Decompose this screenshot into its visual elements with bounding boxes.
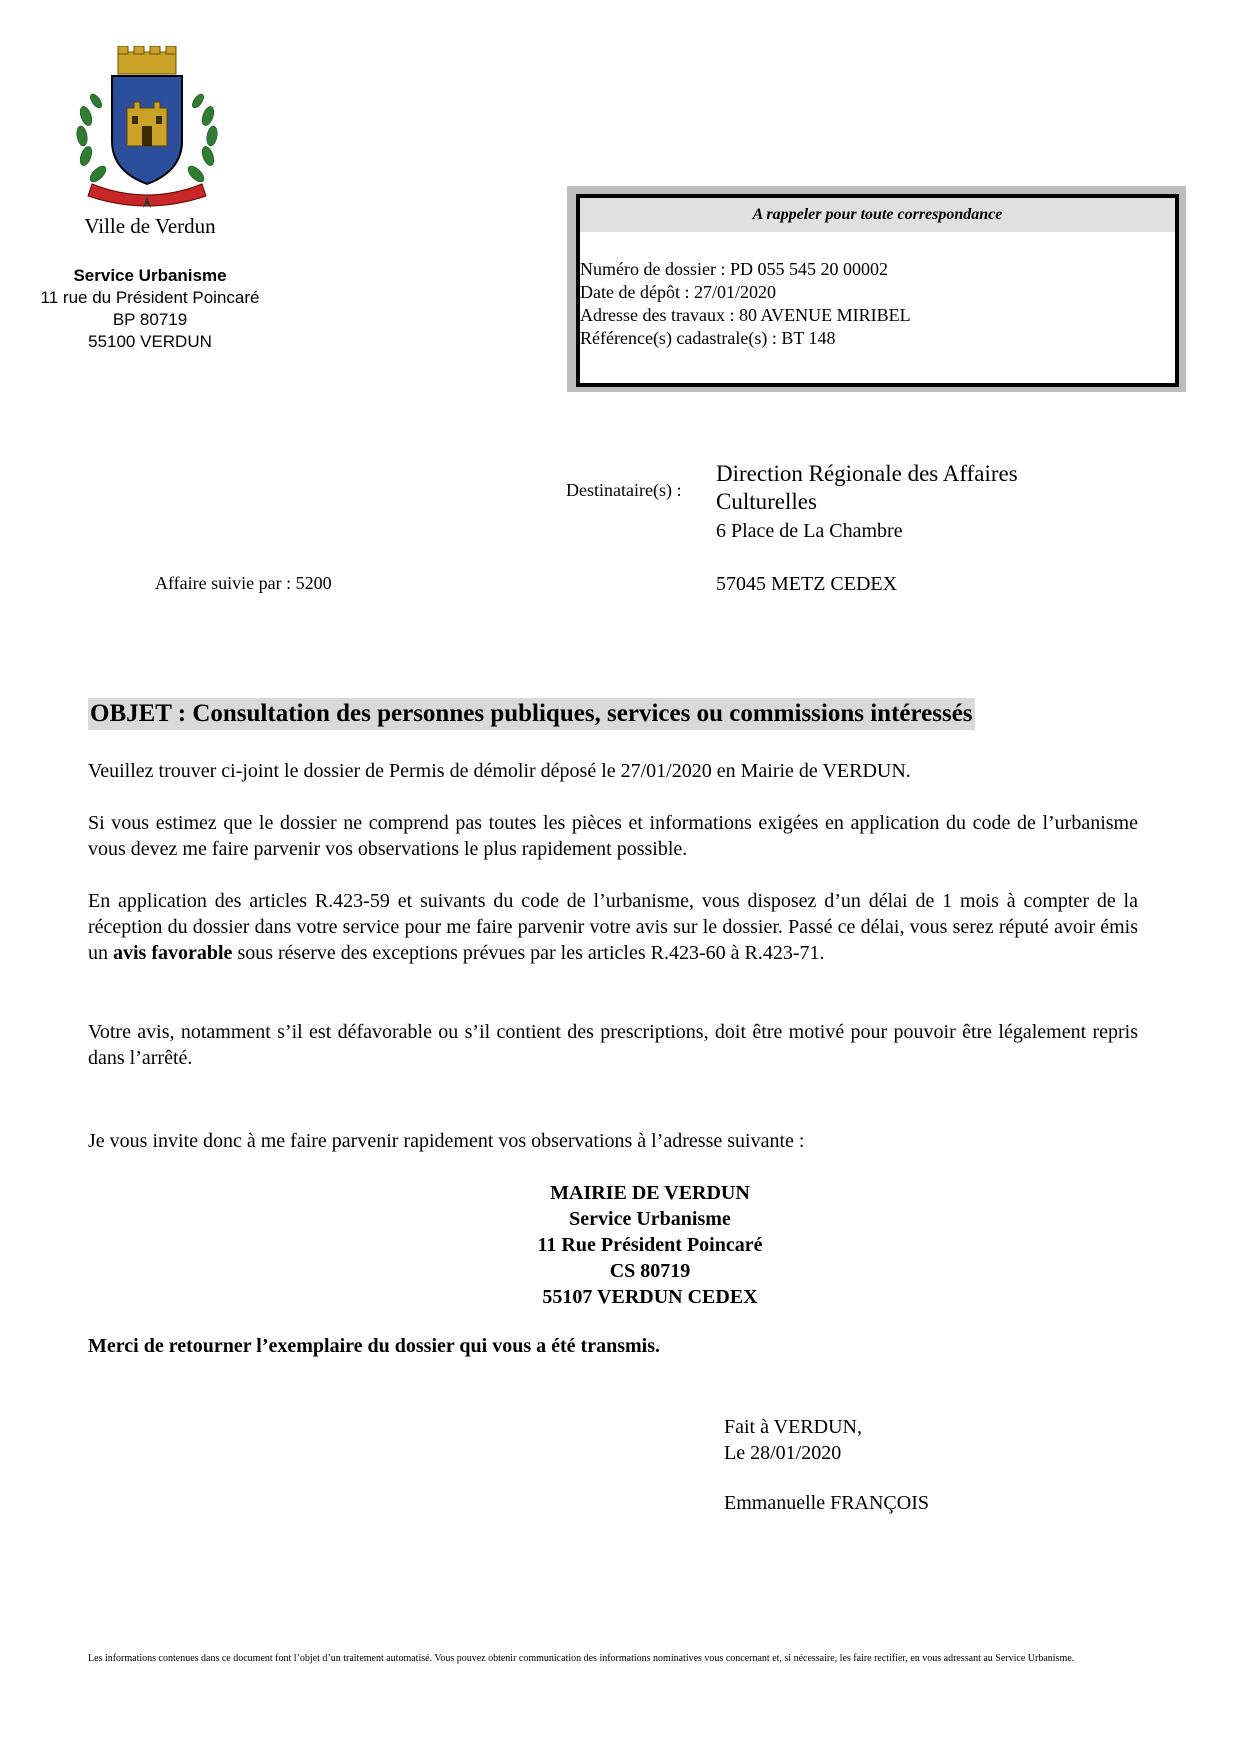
signature-place: Fait à VERDUN, — [724, 1416, 862, 1438]
service-address-line: 11 rue du Président Poincaré — [40, 288, 260, 307]
body-text: sous réserve des exceptions prévues par les articles R.423-60 à R.423-71. — [232, 942, 825, 964]
signature-block — [724, 1414, 862, 1466]
signer-name: Emmanuelle FRANÇOIS — [724, 1492, 929, 1514]
letter-subject: OBJET : Consultation des personnes publiques, services ou commissions intéressés — [88, 698, 975, 730]
body-paragraph: Je vous invite donc à me faire parvenir rapidement vos observations à l’adresse suivante : — [88, 1130, 805, 1152]
reference-box-lines — [580, 258, 911, 350]
recipient-street: 6 Place de La Chambre — [716, 520, 903, 542]
recipient-name: Direction Régionale des Affaires Culturelles — [716, 461, 1018, 514]
return-address-line: 11 Rue Président Poincaré — [537, 1234, 763, 1256]
favorable-opinion-emphasis: avis favorable — [113, 942, 233, 964]
return-request: Merci de retourner l’exemplaire du dossier qui vous a été transmis. — [88, 1335, 660, 1357]
case-handler: Affaire suivie par : 5200 — [155, 573, 332, 593]
recipient-label: Destinataire(s) : — [566, 480, 682, 500]
body-text: En application des articles R.423-59 et suivants du code de l’urbanisme, vous disposez d’un délai de 1 mois à compter de la réception du dossier dans votre service pour me faire parvenir votre avis sur le dossier. Passé ce délai, vous serez réputé avoir émis un — [88, 890, 1138, 964]
body-paragraph: Veuillez trouver ci-joint le dossier de Permis de démolir déposé le 27/01/2020 en Mairie de VERDUN. — [88, 760, 911, 782]
return-address-line: Service Urbanisme — [569, 1208, 731, 1230]
service-address-line: BP 80719 — [112, 310, 188, 329]
reference-box-header: A rappeler pour toute correspondance — [580, 198, 1175, 232]
cadastral-reference: Référence(s) cadastrale(s) : BT 148 — [580, 328, 836, 348]
return-address-line: 55107 VERDUN CEDEX — [542, 1286, 758, 1308]
town-crest-logo — [72, 46, 222, 214]
recipient-city: 57045 METZ CEDEX — [716, 573, 898, 595]
privacy-footer: Les informations contenues dans ce document font l’objet d’un traitement automatisé. Vous pouvez obtenir communication des informations nominatives vous concernant et, si nécessaire, les faire rectifier, en vous adressant au Service Urbanisme. — [88, 1653, 1075, 1664]
body-paragraph: Si vous estimez que le dossier ne comprend pas toutes les pièces et informations exigées en application du code de l’urbanisme vous devez me faire parvenir vos observations le plus rapidement possible. — [88, 812, 1138, 860]
return-address — [420, 1180, 880, 1310]
work-address: Adresse des travaux : 80 AVENUE MIRIBEL — [580, 305, 911, 325]
service-address-line: 55100 VERDUN — [88, 332, 212, 351]
service-address-block — [20, 265, 280, 353]
reference-box — [576, 194, 1179, 387]
body-paragraph — [88, 888, 1138, 966]
body-paragraph: Votre avis, notamment s’il est défavorable ou s’il contient des prescriptions, doit être motivé pour pouvoir être légalement repris dans l’arrêté. — [88, 1021, 1138, 1069]
filing-date: Date de dépôt : 27/01/2020 — [580, 282, 776, 302]
return-address-line: MAIRIE DE VERDUN — [550, 1182, 750, 1204]
service-name: Service Urbanisme — [73, 266, 227, 285]
town-name: Ville de Verdun — [84, 214, 216, 238]
return-address-line: CS 80719 — [609, 1260, 691, 1282]
file-number: Numéro de dossier : PD 055 545 20 00002 — [580, 259, 888, 279]
signature-date: Le 28/01/2020 — [724, 1442, 842, 1464]
